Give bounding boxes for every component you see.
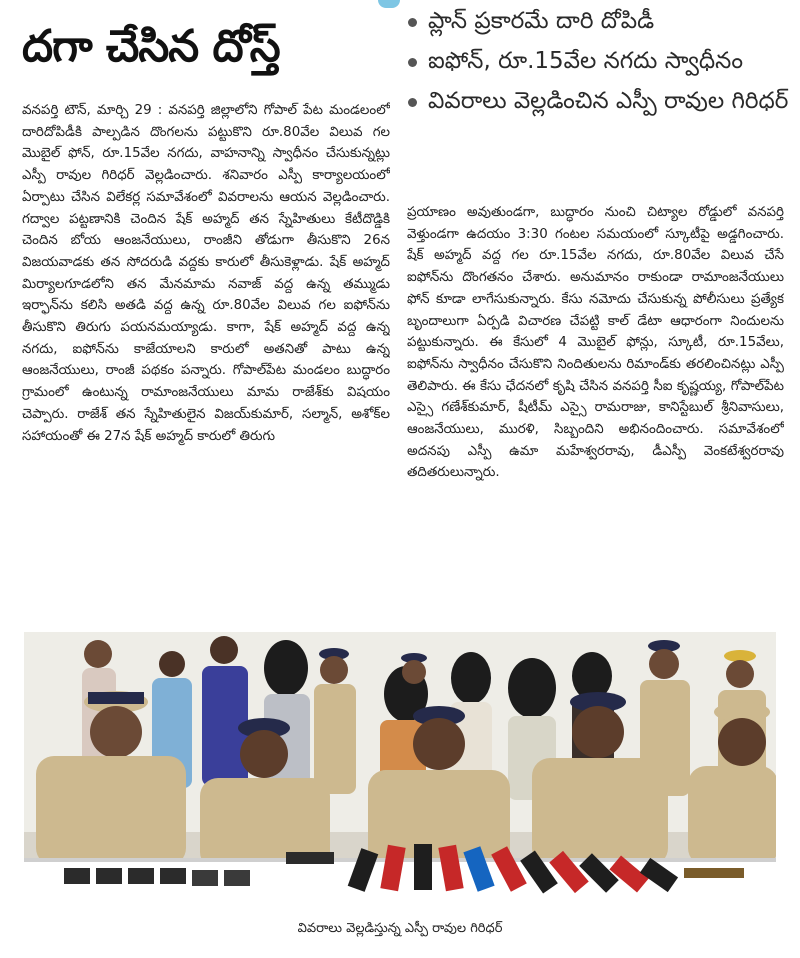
highlights-list <box>404 4 794 124</box>
headline: దగా చేసిన దోస్త్ <box>22 21 280 72</box>
highlight-item <box>404 44 794 78</box>
press-conference-photo <box>24 632 776 916</box>
highlight-text: వివరాలు వెల్లడించిన ఎస్పీ రావుల గిరిధర్ <box>428 88 789 114</box>
highlight-item <box>404 4 794 38</box>
highlight-text: ఐఫోన్, రూ.15వేల నగదు స్వాధీనం <box>428 48 743 74</box>
article-body-right: ప్రయాణం అవుతుండగా, బుద్ధారం నుంచి చిట్యాల రోడ్డులో వనపర్తి వెళ్తుండగా ఉదయం 3:30 గంటల సమయంలో స్కూటీపై అడ్డగించారు. షేక్ అహ్మద్ వద్ద గల రూ.15వేల నగదు, రూ.80వేల విలువ చేసే ఐఫోన్‌ను దొంగతనం చేశారు. అనుమానం రాకుండా రామాంజనేయులు ఫోన్ కూడా లాగేసుకున్నారు. కేసు నమోదు చేసుకున్న పోలీసులు ప్రత్యేక బృందాలుగా ఏర్పడి విచారణ చేపట్టి కాల్ డేటా ఆధారంగా నిందులను పట్టుకున్నారు. ఈ కేసులో 4 మొబైల్ ఫోన్లు, స్కూటీ, రూ.15వేలు, ఐఫోన్‌ను స్వాధీనం చేసుకొని నిందితులను రిమాండ్‌కు తరలించినట్లు ఎస్పీ తెలిపారు. ఈ కేసు ఛేదనలో కృషి చేసిన వనపర్తి సీఐ కృష్ణయ్య, గోపాల్‌పేట ఎస్సై గణేశ్‌కుమార్, షీటీమ్ ఎస్సై రామరాజు, కానిస్టేబుల్ శ్రీనివాసులు, ఆంజనేయులు, మురళి, సిబ్బందిని అభినందించారు. సమావేశంలో అదనపు ఎస్పీ ఉమా మహేశ్వరరావు, డీఎస్పీ వెంకటేశ్వరరావు తదితరులున్నారు. <box>407 205 784 481</box>
highlight-item <box>404 84 794 118</box>
article-column-left <box>22 100 390 620</box>
decorative-mark <box>378 0 400 8</box>
highlight-text: ప్లాన్ ప్రకారమే దారి దోపిడీ <box>428 8 655 34</box>
photo-caption: వివరాలు వెల్లడిస్తున్న ఎస్పీ రావుల గిరిధర్ <box>297 921 503 936</box>
photo-illustration <box>24 632 776 916</box>
article-column-right <box>407 202 784 622</box>
article-body-left: వనపర్తి టౌన్, మార్చి 29 : వనపర్తి జిల్లాలోని గోపాల్ పేట మండలంలో దారిదోపిడీకి పాల్పడిన దొంగలను పట్టుకొని రూ.80వేల విలువ గల మొబైల్ ఫోన్, రూ.15వేల నగదు, వాహనాన్ని స్వాధీనం చేసుకున్నట్లు ఎస్పీ రావుల గిరిధర్ వెల్లడించారు. శనివారం ఎస్పీ కార్యాలయంలో ఏర్పాటు చేసిన విలేకర్ల సమావేశంలో వివరాలను ఆయన వెల్లడించారు. గద్వాల పట్టణానికి చెందిన షేక్ అహ్మద్ తన స్నేహితులు కేటీదొడ్డికి చెందిన బోయ ఆంజనేయులు, రాంజీని తోడుగా తీసుకొని 26న విజయవాడకు తన సోదరుడి వద్దకు కారులో తీసుకెళ్లాడు. షేక్ అహ్మద్ మిర్యాలగూడలోని తన మేనమామ నవాజ్ వద్ద ఉన్న తమ్ముడు ఇర్ఫాన్‌ను కలిసి అతడి వద్ద ఉన్న రూ.80వేల విలువ గల ఐఫోన్‌ను తీసుకొని తిరుగు పయనమయ్యాడు. కాగా, షేక్ అహ్మద్ వద్ద ఉన్న నగదు, ఐఫోన్‌ను కాజేయాలని కారులో అతనితో పాటు ఉన్న ఆంజనేయులు, రాంజీ పథకం పన్నారు. గోపాల్‌పేట మండలం బుద్ధారం గ్రామంలో ఉంటున్న రామాంజనేయులు మామ రాజేశ్‌కు విషయం చెప్పారు. రాజేశ్ తన స్నేహితులైన విజయ్‌కుమార్, సల్మాన్, అశోక్‌ల సహాయంతో ఈ 27న షేక్ అహ్మద్ కారులో తిరుగు <box>22 103 390 444</box>
bullet-icon <box>408 18 417 27</box>
bullet-icon <box>408 98 417 107</box>
bullet-icon <box>408 58 417 67</box>
